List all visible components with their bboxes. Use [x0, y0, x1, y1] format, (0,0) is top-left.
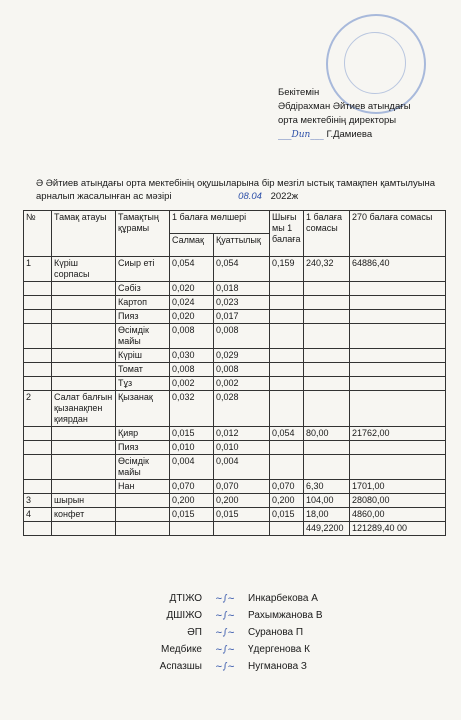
cell-net: 0,029	[214, 349, 270, 363]
cell-item: Пияз	[116, 441, 170, 455]
table-row	[24, 349, 446, 363]
approval-block	[278, 86, 448, 142]
cell-cost: 0,070	[270, 480, 304, 494]
cell-sum270: 1701,00	[350, 480, 446, 494]
cell-dish	[52, 324, 116, 349]
cell-num	[24, 522, 52, 536]
cell-dish	[52, 310, 116, 324]
cell-sum270	[350, 296, 446, 310]
cell-dish: шырын	[52, 494, 116, 508]
cell-net: 0,008	[214, 363, 270, 377]
cell-num	[24, 441, 52, 455]
cell-sum270	[350, 455, 446, 480]
approval-school: Әбдірахман Әйтиев атындағы	[278, 101, 411, 112]
cell-net: 0,004	[214, 455, 270, 480]
cell-sum270	[350, 282, 446, 296]
cell-net: 0,015	[214, 508, 270, 522]
signatures-block	[150, 590, 410, 675]
cell-sum270: 21762,00	[350, 427, 446, 441]
cell-net: 0,018	[214, 282, 270, 296]
cell-dish: Салат балғын қызанақпен қиярдан	[52, 391, 116, 427]
cell-num	[24, 363, 52, 377]
cell-sum270	[350, 441, 446, 455]
cell-dish	[52, 441, 116, 455]
table-header-row	[24, 211, 446, 234]
cell-num	[24, 296, 52, 310]
cell-cost	[270, 324, 304, 349]
table-row	[24, 494, 446, 508]
cell-item	[116, 522, 170, 536]
cell-num	[24, 427, 52, 441]
cell-num	[24, 310, 52, 324]
cell-cost	[270, 296, 304, 310]
cell-cost	[270, 522, 304, 536]
header-cost: Шығы мы 1 балаға	[270, 211, 304, 257]
cell-item: Тұз	[116, 377, 170, 391]
cell-item: Пияз	[116, 310, 170, 324]
signature-row	[150, 590, 410, 607]
cell-dish: конфет	[52, 508, 116, 522]
cell-sum1	[304, 282, 350, 296]
cell-num: 3	[24, 494, 52, 508]
cell-net: 0,070	[214, 480, 270, 494]
signature-role: Медбике	[161, 644, 202, 655]
cell-num	[24, 324, 52, 349]
table-row	[24, 427, 446, 441]
cell-sum1	[304, 377, 350, 391]
cell-dish	[52, 377, 116, 391]
table-row	[24, 310, 446, 324]
cell-num	[24, 480, 52, 494]
cell-item: Қияр	[116, 427, 170, 441]
cell-cost	[270, 349, 304, 363]
table-row	[24, 522, 446, 536]
cell-sum270	[350, 391, 446, 427]
cell-cost	[270, 310, 304, 324]
signature-row	[150, 624, 410, 641]
cell-item: Өсімдік майы	[116, 324, 170, 349]
cell-net: 0,012	[214, 427, 270, 441]
signature-row	[150, 658, 410, 675]
signature-name: Үдергенова К	[248, 644, 310, 655]
cell-cost	[270, 282, 304, 296]
approval-position: орта мектебінің директоры	[278, 115, 397, 126]
cell-num	[24, 377, 52, 391]
signature-role: Аспазшы	[159, 661, 202, 672]
table-row	[24, 508, 446, 522]
cell-cost	[270, 455, 304, 480]
cell-dish	[52, 480, 116, 494]
header-sum1: 1 балаға сомасы	[304, 211, 350, 257]
cell-sum1	[304, 310, 350, 324]
cell-cost	[270, 441, 304, 455]
table-row	[24, 391, 446, 427]
cell-gross: 0,002	[170, 377, 214, 391]
table-row	[24, 296, 446, 310]
cell-gross: 0,008	[170, 324, 214, 349]
signature-row	[150, 641, 410, 658]
header-net: Қуаттылық	[214, 234, 270, 257]
handwritten-signature: ~∫~	[215, 662, 235, 672]
cell-gross: 0,020	[170, 310, 214, 324]
cell-dish	[52, 296, 116, 310]
handwritten-signature: ~∫~	[215, 645, 235, 655]
cell-item: Картоп	[116, 296, 170, 310]
cell-cost: 0,054	[270, 427, 304, 441]
cell-sum1: 18,00	[304, 508, 350, 522]
cell-sum1	[304, 349, 350, 363]
cell-sum270	[350, 377, 446, 391]
cell-net: 0,023	[214, 296, 270, 310]
cell-cost: 0,159	[270, 257, 304, 282]
cell-sum270	[350, 349, 446, 363]
cell-item	[116, 508, 170, 522]
cell-cost: 0,200	[270, 494, 304, 508]
cell-sum270: 28080,00	[350, 494, 446, 508]
title-date: 08.04	[238, 191, 262, 202]
cell-sum1: 240,32	[304, 257, 350, 282]
cell-sum1	[304, 324, 350, 349]
handwritten-signature: ~∫~	[215, 611, 235, 621]
cell-dish	[52, 522, 116, 536]
cell-sum270	[350, 310, 446, 324]
cell-item: Томат	[116, 363, 170, 377]
cell-gross: 0,020	[170, 282, 214, 296]
cell-net: 0,200	[214, 494, 270, 508]
approval-heading: Бекітемін	[278, 87, 320, 98]
cell-sum1	[304, 455, 350, 480]
menu-table	[23, 210, 446, 536]
director-signature: ___Dun___	[278, 130, 324, 140]
cell-sum1	[304, 391, 350, 427]
cell-item: Күріш	[116, 349, 170, 363]
cell-item: Сиыр еті	[116, 257, 170, 282]
signature-row	[150, 607, 410, 624]
header-num: №	[24, 211, 52, 257]
handwritten-signature: ~∫~	[215, 628, 235, 638]
cell-num	[24, 282, 52, 296]
cell-gross	[170, 522, 214, 536]
cell-dish	[52, 349, 116, 363]
cell-gross: 0,024	[170, 296, 214, 310]
cell-dish	[52, 455, 116, 480]
cell-sum1: 104,00	[304, 494, 350, 508]
table-row	[24, 282, 446, 296]
cell-net: 0,028	[214, 391, 270, 427]
header-gross: Салмақ	[170, 234, 214, 257]
cell-net	[214, 522, 270, 536]
header-portion: 1 балаға мөлшері	[170, 211, 270, 234]
cell-gross: 0,004	[170, 455, 214, 480]
cell-sum270	[350, 363, 446, 377]
cell-gross: 0,015	[170, 427, 214, 441]
cell-sum1	[304, 441, 350, 455]
cell-gross: 0,200	[170, 494, 214, 508]
cell-num: 2	[24, 391, 52, 427]
cell-item: Сәбіз	[116, 282, 170, 296]
signature-name: Рахымжанова В	[248, 610, 323, 621]
cell-gross: 0,008	[170, 363, 214, 377]
table-row	[24, 324, 446, 349]
cell-sum270: 64886,40	[350, 257, 446, 282]
table-row	[24, 455, 446, 480]
cell-dish	[52, 282, 116, 296]
table-row	[24, 257, 446, 282]
cell-num: 4	[24, 508, 52, 522]
cell-sum1: 80,00	[304, 427, 350, 441]
approval-signature-line	[278, 128, 448, 142]
cell-sum1	[304, 296, 350, 310]
cell-gross: 0,054	[170, 257, 214, 282]
cell-item: Нан	[116, 480, 170, 494]
cell-net: 0,054	[214, 257, 270, 282]
cell-gross: 0,030	[170, 349, 214, 363]
signature-name: Нугманова З	[248, 661, 307, 672]
approval-signer: Г.Дамиева	[326, 129, 373, 140]
cell-net: 0,017	[214, 310, 270, 324]
cell-item: Қызанақ	[116, 391, 170, 427]
cell-cost	[270, 391, 304, 427]
table-row	[24, 441, 446, 455]
cell-net: 0,010	[214, 441, 270, 455]
cell-sum1: 6,30	[304, 480, 350, 494]
cell-item	[116, 494, 170, 508]
header-sum270: 270 балаға сомасы	[350, 211, 446, 257]
signature-role: ДШІЖО	[166, 610, 202, 621]
cell-net: 0,008	[214, 324, 270, 349]
cell-num	[24, 455, 52, 480]
cell-sum270: 121289,40 00	[350, 522, 446, 536]
signature-name: Инкарбекова А	[248, 593, 318, 604]
cell-gross: 0,032	[170, 391, 214, 427]
cell-dish	[52, 427, 116, 441]
table-row	[24, 377, 446, 391]
cell-cost: 0,015	[270, 508, 304, 522]
signature-role: ДТІЖО	[169, 593, 202, 604]
cell-dish	[52, 363, 116, 377]
signature-name: Суранова П	[248, 627, 304, 638]
cell-gross: 0,015	[170, 508, 214, 522]
header-dish: Тамақ атауы	[52, 211, 116, 257]
cell-gross: 0,010	[170, 441, 214, 455]
cell-sum1	[304, 363, 350, 377]
signature-role: ӘП	[187, 627, 202, 638]
cell-num	[24, 349, 52, 363]
header-composition: Тамақтың құрамы	[116, 211, 170, 257]
cell-cost	[270, 363, 304, 377]
cell-sum1: 449,2200	[304, 522, 350, 536]
cell-cost	[270, 377, 304, 391]
cell-sum270	[350, 324, 446, 349]
cell-gross: 0,070	[170, 480, 214, 494]
cell-num: 1	[24, 257, 52, 282]
table-row	[24, 363, 446, 377]
cell-sum270: 4860,00	[350, 508, 446, 522]
table-row	[24, 480, 446, 494]
cell-net: 0,002	[214, 377, 270, 391]
cell-dish: Күріш сорпасы	[52, 257, 116, 282]
handwritten-signature: ~∫~	[215, 594, 235, 604]
title-year: 2022ж	[270, 191, 299, 202]
document-title	[36, 177, 446, 203]
cell-item: Өсімдік майы	[116, 455, 170, 480]
title-text: Ә Әйтиев атындағы орта мектебінің оқушыларына бір мезгіл ыстық тамақпен қамтылуына арналып жасалынған ас мәзірі	[36, 178, 436, 202]
